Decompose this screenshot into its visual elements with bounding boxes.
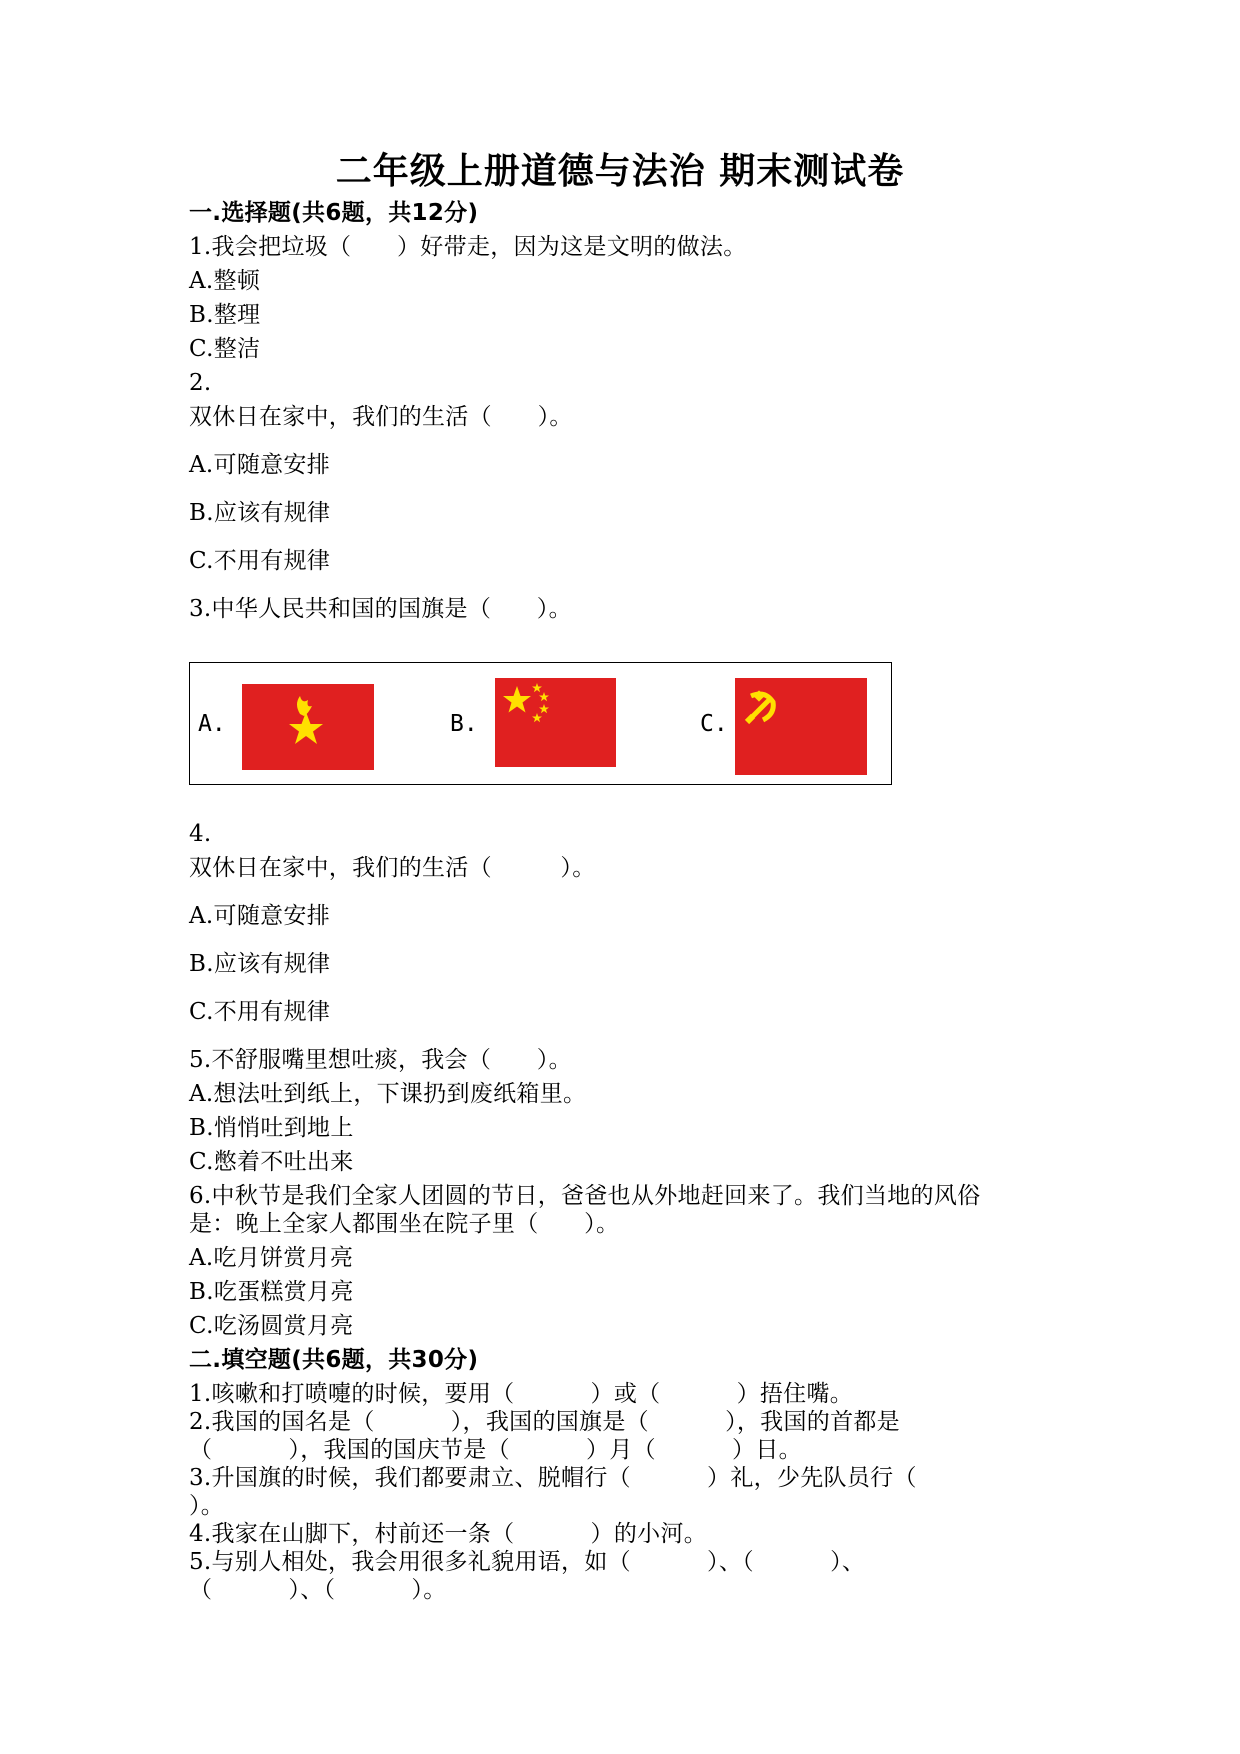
option-a: A.可随意安排 — [189, 903, 331, 929]
option-b: B.应该有规律 — [189, 500, 331, 526]
question-number: 4. — [189, 821, 212, 847]
section-heading-choice: 一.选择题(共6题，共12分) — [189, 200, 479, 226]
flag-option-label: A. — [198, 711, 226, 737]
question-stem-continued: 是：晚上全家人都围坐在院子里（ ）。 — [189, 1211, 620, 1237]
fill-question: 3.升国旗的时候，我们都要肃立、脱帽行（ ）礼，少先队员行（ — [189, 1465, 917, 1491]
option-b: B.悄悄吐到地上 — [189, 1115, 354, 1141]
fill-question-continued: ）。 — [189, 1493, 225, 1519]
flag-options-box — [189, 662, 892, 785]
option-a: A.整顿 — [189, 268, 261, 294]
question-stem: 5.不舒服嘴里想吐痰，我会（ ）。 — [189, 1047, 572, 1073]
option-b: B.应该有规律 — [189, 951, 331, 977]
option-b: B.吃蛋糕赏月亮 — [189, 1279, 354, 1305]
fill-question: 2.我国的国名是（ ），我国的国旗是（ ），我国的首都是 — [189, 1409, 900, 1435]
option-c: C.整洁 — [189, 336, 261, 362]
option-c: C.吃汤圆赏月亮 — [189, 1313, 354, 1339]
fill-question-continued: （ ），我国的国庆节是（ ）月（ ）日。 — [189, 1437, 802, 1463]
question-stem: 3.中华人民共和国的国旗是（ ）。 — [189, 596, 572, 622]
flag-option-label: B. — [450, 711, 478, 737]
flag-option-label: C. — [700, 711, 728, 737]
fill-question: 1.咳嗽和打喷嚏的时候，要用（ ）或（ ）捂住嘴。 — [189, 1381, 854, 1407]
option-c: C.不用有规律 — [189, 548, 331, 574]
option-c: C.不用有规律 — [189, 999, 331, 1025]
question-stem: 1.我会把垃圾（ ）好带走，因为这是文明的做法。 — [189, 234, 747, 260]
question-number: 2. — [189, 370, 212, 396]
young-pioneers-flag-icon — [242, 684, 374, 770]
fill-question: 4.我家在山脚下，村前还一条（ ）的小河。 — [189, 1521, 708, 1547]
page-title: 二年级上册道德与法治 期末测试卷 — [335, 151, 905, 192]
option-b: B.整理 — [189, 302, 261, 328]
section-heading-fill: 二.填空题(共6题，共30分) — [189, 1347, 479, 1373]
option-a: A.可随意安排 — [189, 452, 331, 478]
fill-question: 5.与别人相处，我会用很多礼貌用语，如（ ）、（ ）、 — [189, 1549, 866, 1575]
party-flag-icon — [735, 678, 867, 775]
question-stem: 双休日在家中，我们的生活（ ）。 — [189, 855, 596, 881]
question-stem: 双休日在家中，我们的生活（ ）。 — [189, 404, 573, 430]
option-a: A.想法吐到纸上，下课扔到废纸箱里。 — [189, 1081, 587, 1107]
fill-question-continued: （ ）、（ ）。 — [189, 1577, 447, 1603]
option-c: C.憋着不吐出来 — [189, 1149, 354, 1175]
five-star-red-flag-icon — [495, 678, 616, 767]
option-a: A.吃月饼赏月亮 — [189, 1245, 354, 1271]
question-stem: 6.中秋节是我们全家人团圆的节日，爸爸也从外地赶回来了。我们当地的风俗 — [189, 1183, 981, 1209]
